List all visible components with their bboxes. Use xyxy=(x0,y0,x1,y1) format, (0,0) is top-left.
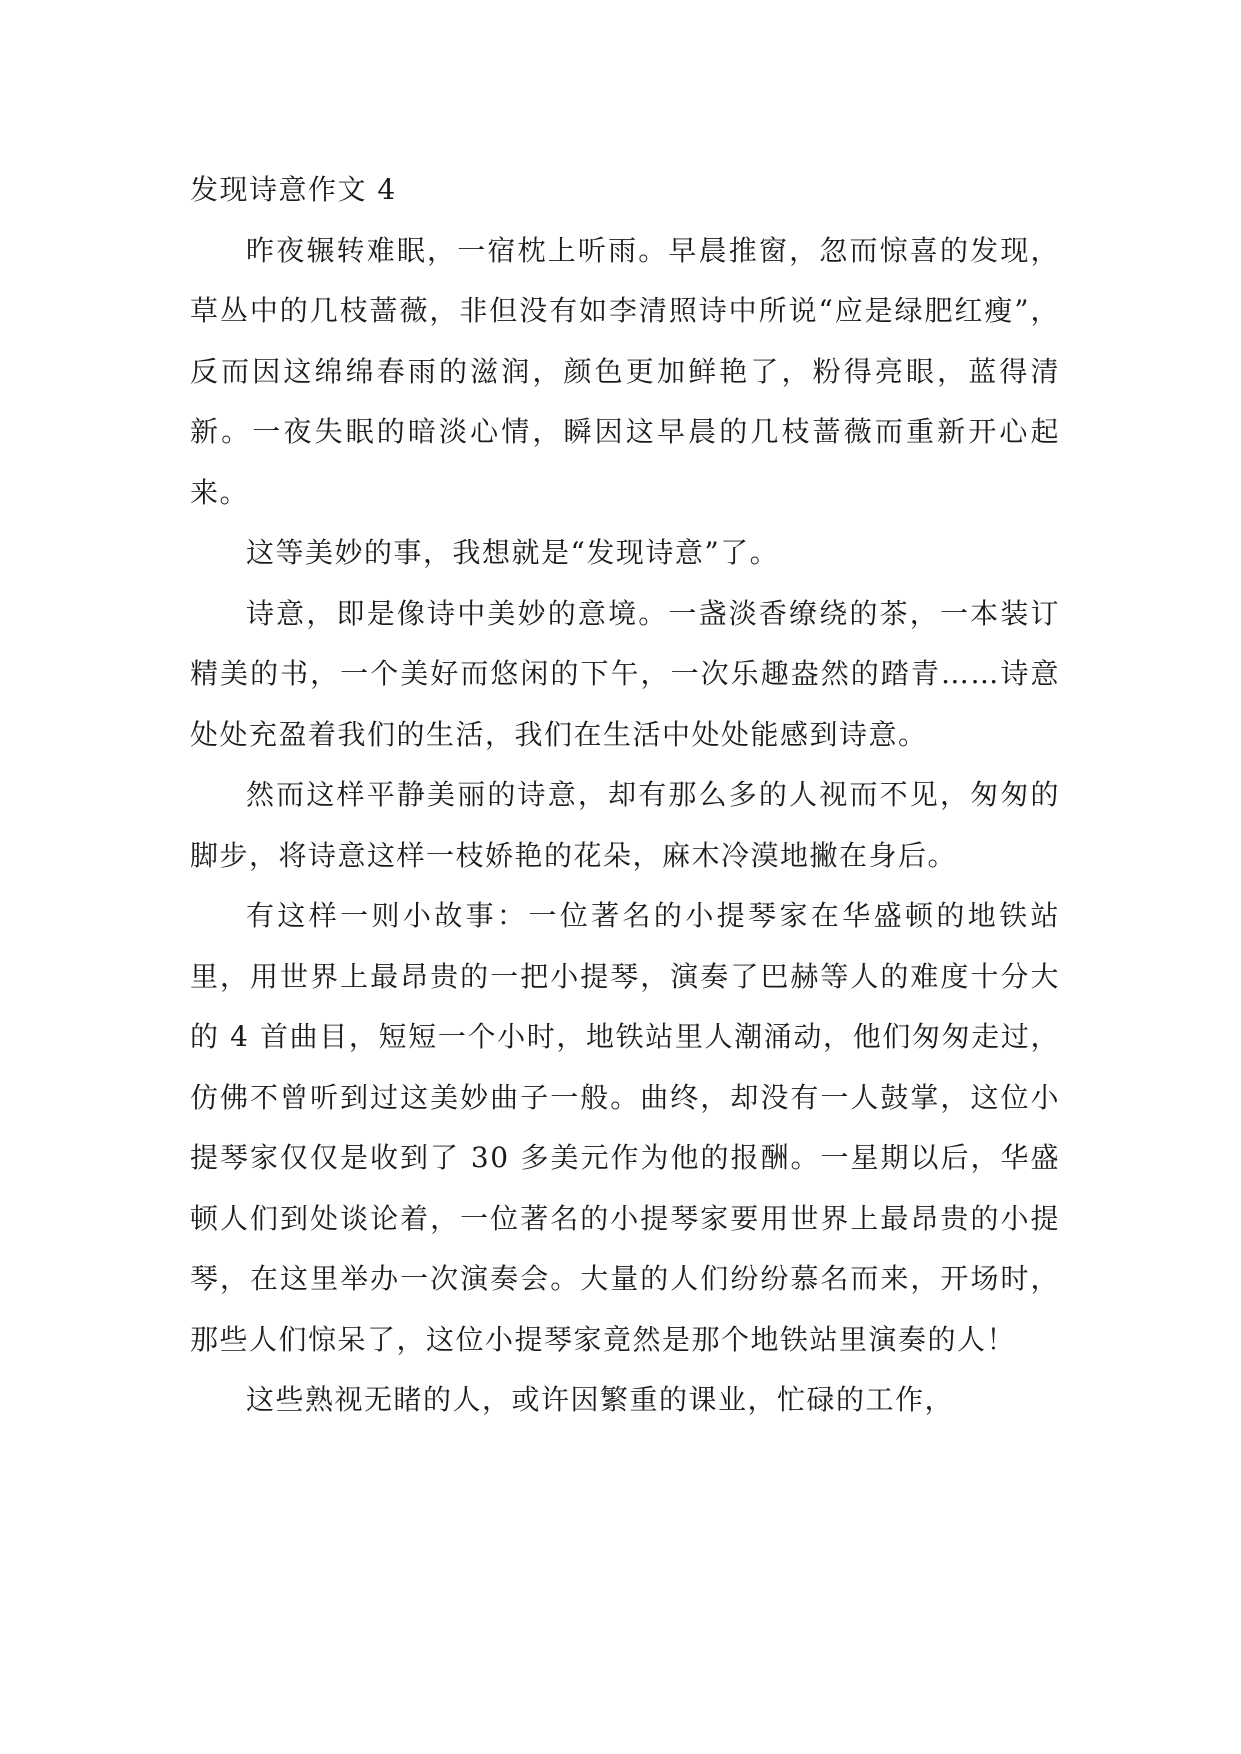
paragraph-2: 这等美妙的事，我想就是“发现诗意”了。 xyxy=(246,536,780,569)
paragraph-5: 有这样一则小故事：一位著名的小提琴家在华盛顿的地铁站里，用世界上最昂贵的一把小提琴，演奏了巴赫等人的难度十分大的 4 首曲目，短短一个小时，地铁站里人潮涌动，他们匆匆走过，仿佛不曾听到过这美妙曲子一般。曲终，却没有一人鼓掌，这位小提琴家仅仅是收到了 30 多美元作为他的报酬。一星期以后，华盛顿人们到处谈论着，一位著名的小提琴家要用世界上最昂贵的小提琴，在这里举办一次演奏会。大量的人们纷纷慕名而来，开场时，那些人们惊呆了，这位小提琴家竟然是那个地铁站里演奏的人！ xyxy=(190,899,1060,1356)
document-title: 发现诗意作文 4 xyxy=(190,173,397,206)
paragraph-3: 诗意，即是像诗中美妙的意境。一盏淡香缭绕的茶，一本装订精美的书，一个美好而悠闲的下午，一次乐趣盎然的踏青……诗意处处充盈着我们的生活，我们在生活中处处能感到诗意。 xyxy=(190,596,1060,751)
paragraph-6: 这些熟视无睹的人，或许因繁重的课业，忙碌的工作， xyxy=(246,1383,955,1416)
paragraph-4: 然而这样平静美丽的诗意，却有那么多的人视而不见，匆匆的脚步，将诗意这样一枝娇艳的花朵，麻木冷漠地撇在身后。 xyxy=(190,778,1060,872)
paragraph-1: 昨夜辗转难眠，一宿枕上听雨。早晨推窗，忽而惊喜的发现，草丛中的几枝蔷薇，非但没有如李清照诗中所说“应是绿肥红瘦”，反而因这绵绵春雨的滋润，颜色更加鲜艳了，粉得亮眼，蓝得清新。一夜失眠的暗淡心情，瞬因这早晨的几枝蔷薇而重新开心起来。 xyxy=(190,233,1060,509)
document-body xyxy=(190,160,1060,1431)
